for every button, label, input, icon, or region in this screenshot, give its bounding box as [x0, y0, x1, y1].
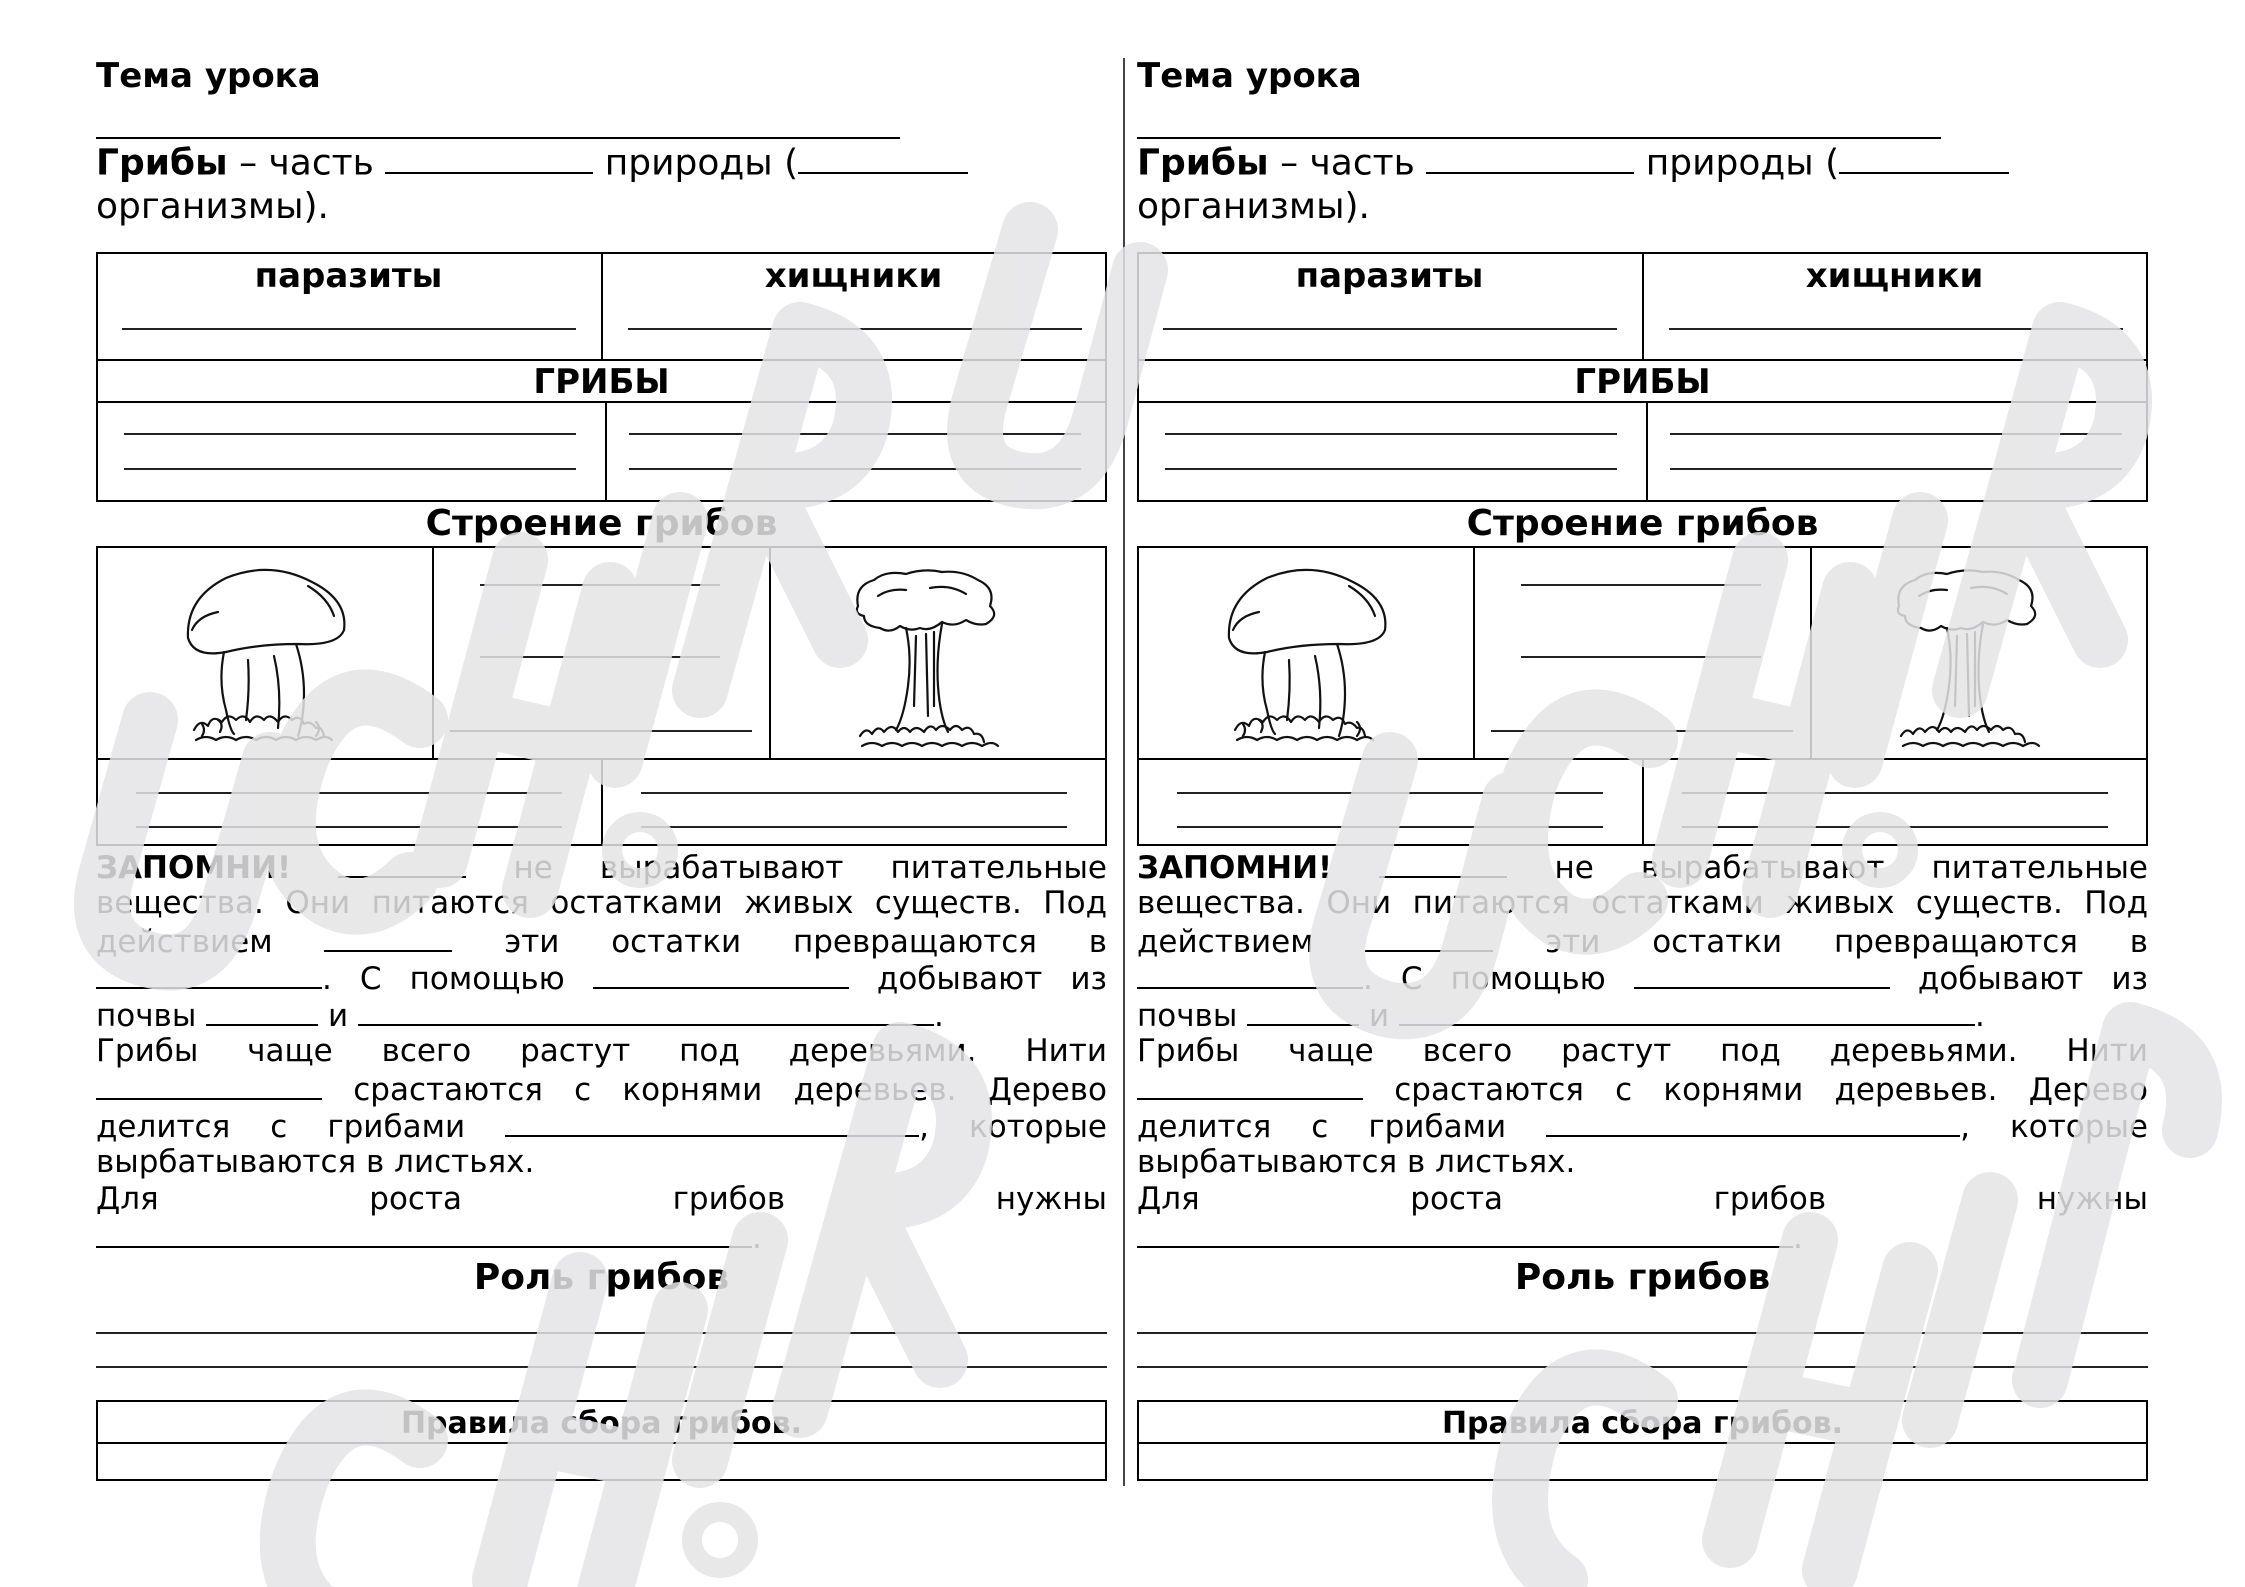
page-divider	[1123, 58, 1125, 1486]
answer-line[interactable]	[1177, 792, 1603, 794]
rules-title: Правила сбора грибов.	[400, 1406, 803, 1441]
answer-line[interactable]	[1165, 433, 1617, 435]
answer-line[interactable]	[641, 826, 1067, 828]
answer-line[interactable]	[1682, 792, 2108, 794]
answer-line[interactable]	[628, 328, 1082, 330]
topic-answer-line[interactable]	[96, 137, 900, 139]
answer-line[interactable]	[629, 468, 1081, 470]
mushrooms-header: ГРИБЫ	[1574, 362, 1711, 402]
answer-line[interactable]	[1682, 826, 2108, 828]
role-title: Роль грибов	[473, 1257, 730, 1298]
answer-blank[interactable]	[1839, 140, 2009, 174]
topic-label: Тема урока	[1137, 56, 1362, 96]
predators-header: хищники	[764, 256, 943, 296]
answer-line[interactable]	[1521, 584, 1761, 586]
answer-line[interactable]	[1491, 730, 1793, 732]
answer-line[interactable]	[124, 468, 576, 470]
chanterelle-mushroom-icon	[1891, 566, 2041, 750]
parasites-header: паразиты	[254, 256, 443, 296]
topic-answer-line[interactable]	[1137, 137, 1941, 139]
answer-line[interactable]	[629, 433, 1081, 435]
answer-line[interactable]	[1165, 468, 1617, 470]
structure-title: Строение грибов	[425, 503, 778, 544]
answer-line[interactable]	[480, 656, 720, 658]
topic-label: Тема урока	[96, 56, 321, 96]
answer-line[interactable]	[1670, 433, 2122, 435]
parasites-header: паразиты	[1295, 256, 1484, 296]
answer-line[interactable]	[122, 328, 576, 330]
answer-line[interactable]	[1521, 656, 1761, 658]
mushrooms-header: ГРИБЫ	[533, 362, 670, 402]
answer-line[interactable]	[1669, 328, 2123, 330]
answer-line[interactable]	[96, 1366, 1107, 1368]
answer-line[interactable]	[1137, 1366, 2148, 1368]
remember-paragraph: ЗАПОМНИ! не вырабатывают питательные вещества. Они питаются остатками живых существ. Под действием эти остатки превращаются в . С помощью добывают из почвы и . Грибы чаще всего растут под деревьями. Нити срастаются с корнями деревьев. Дерево делится с грибами , которые вырбатываются в листьях. Для роста грибов нужны .	[96, 849, 1107, 1256]
intro-text: Грибы – часть природы ( организмы).	[1137, 140, 2037, 229]
chanterelle-mushroom-icon	[850, 566, 1000, 750]
answer-blank[interactable]	[1426, 140, 1634, 174]
structure-title: Строение грибов	[1466, 503, 1819, 544]
answer-blank[interactable]	[385, 140, 593, 174]
remember-paragraph: ЗАПОМНИ! не вырабатывают питательные вещества. Они питаются остатками живых существ. Под действием эти остатки превращаются в . С помощью добывают из почвы и . Грибы чаще всего растут под деревьями. Нити срастаются с корнями деревьев. Дерево делится с грибами , которые вырбатываются в листьях. Для роста грибов нужны .	[1137, 849, 2148, 1256]
answer-line[interactable]	[124, 433, 576, 435]
answer-line[interactable]	[136, 826, 562, 828]
answer-line[interactable]	[1163, 328, 1617, 330]
answer-line[interactable]	[450, 730, 752, 732]
porcini-mushroom-icon	[1219, 560, 1399, 746]
answer-blank[interactable]	[798, 140, 968, 174]
answer-line[interactable]	[1137, 1332, 2148, 1334]
answer-line[interactable]	[480, 584, 720, 586]
answer-line[interactable]	[1177, 826, 1603, 828]
answer-line[interactable]	[96, 1332, 1107, 1334]
predators-header: хищники	[1805, 256, 1984, 296]
rules-title: Правила сбора грибов.	[1441, 1406, 1844, 1441]
answer-line[interactable]	[641, 792, 1067, 794]
intro-text: Грибы – часть природы ( организмы).	[96, 140, 996, 229]
porcini-mushroom-icon	[178, 560, 358, 746]
role-title: Роль грибов	[1514, 1257, 1771, 1298]
worksheet-right	[1137, 0, 2148, 1587]
worksheet-left	[96, 0, 1107, 1587]
answer-line[interactable]	[136, 792, 562, 794]
answer-line[interactable]	[1670, 468, 2122, 470]
